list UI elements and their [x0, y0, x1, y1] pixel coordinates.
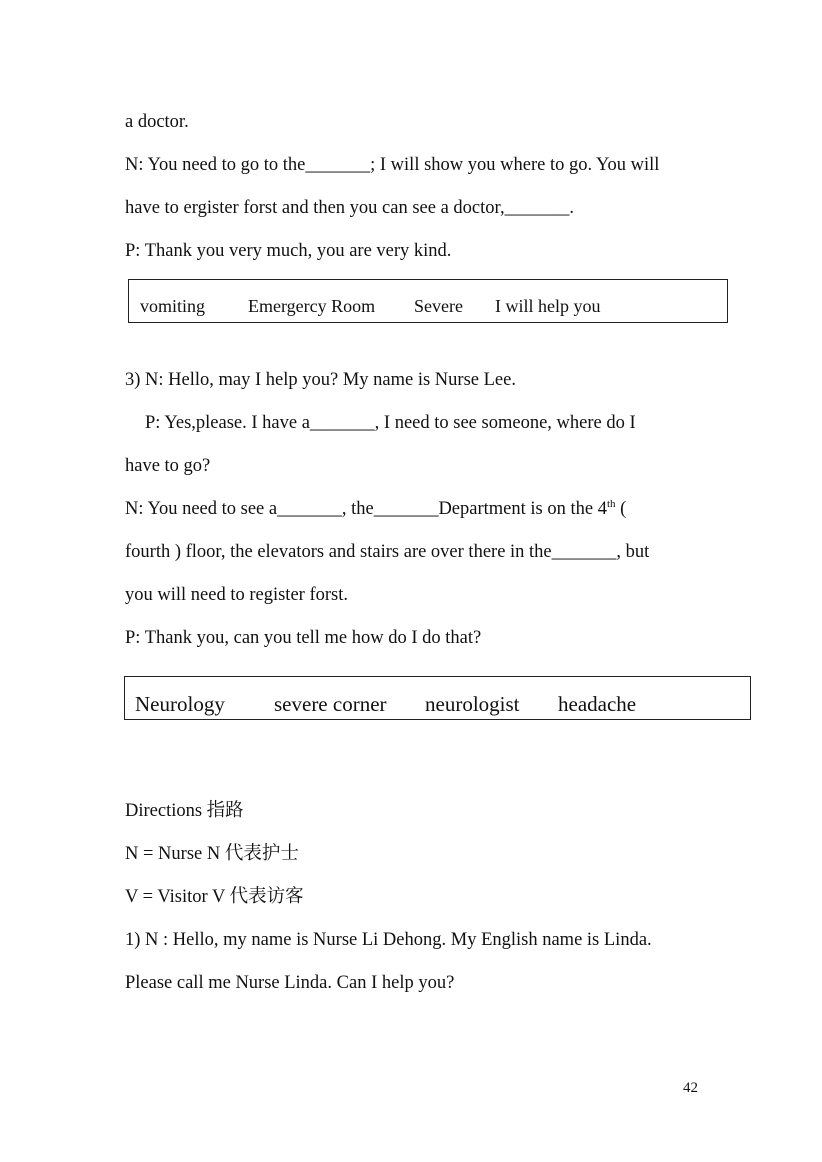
text-line: have to go?: [125, 456, 211, 476]
text-line: [125, 498, 626, 520]
word-bank-item: I will help you: [495, 296, 601, 316]
word-bank-box: [128, 279, 728, 323]
word-bank-item: severe corner: [274, 692, 387, 716]
word-bank-item: Emergercy Room: [248, 296, 376, 316]
text-line: you will need to register forst.: [125, 585, 348, 605]
text-line: N = Nurse N 代表护士: [125, 844, 299, 864]
text-line: have to ergister forst and then you can see a doctor,_______.: [125, 198, 574, 218]
text-line: Please call me Nurse Linda. Can I help you?: [125, 973, 455, 993]
text-line: P: Thank you, can you tell me how do I do that?: [125, 628, 482, 648]
word-bank-box: [124, 676, 751, 720]
text-line: V = Visitor V 代表访客: [125, 887, 304, 907]
text-line: P: Thank you very much, you are very kind.: [125, 241, 452, 261]
word-bank-item: vomiting: [140, 296, 206, 316]
text-line: P: Yes,please. I have a_______, I need to see someone, where do I: [145, 413, 636, 433]
text-line: a doctor.: [125, 112, 189, 132]
text-line: N: You need to go to the_______; I will show you where to go. You will: [125, 155, 660, 175]
text-line: fourth ) floor, the elevators and stairs are over there in the_______, but: [125, 542, 650, 562]
word-bank-item: neurologist: [425, 692, 520, 716]
word-bank-item: headache: [558, 692, 637, 716]
page-number: 42: [683, 1080, 698, 1096]
text-line: 3) N: Hello, may I help you? My name is Nurse Lee.: [125, 370, 516, 390]
text-segment: (: [615, 499, 627, 519]
word-bank-item: Severe: [414, 296, 463, 316]
superscript: th: [606, 497, 616, 510]
word-bank-item: Neurology: [135, 692, 225, 716]
text-segment: N: You need to see a_______, the_______Department is on the 4: [125, 499, 607, 519]
section-heading: Directions 指路: [125, 801, 244, 821]
text-line: 1) N : Hello, my name is Nurse Li Dehong. My English name is Linda.: [125, 930, 652, 950]
